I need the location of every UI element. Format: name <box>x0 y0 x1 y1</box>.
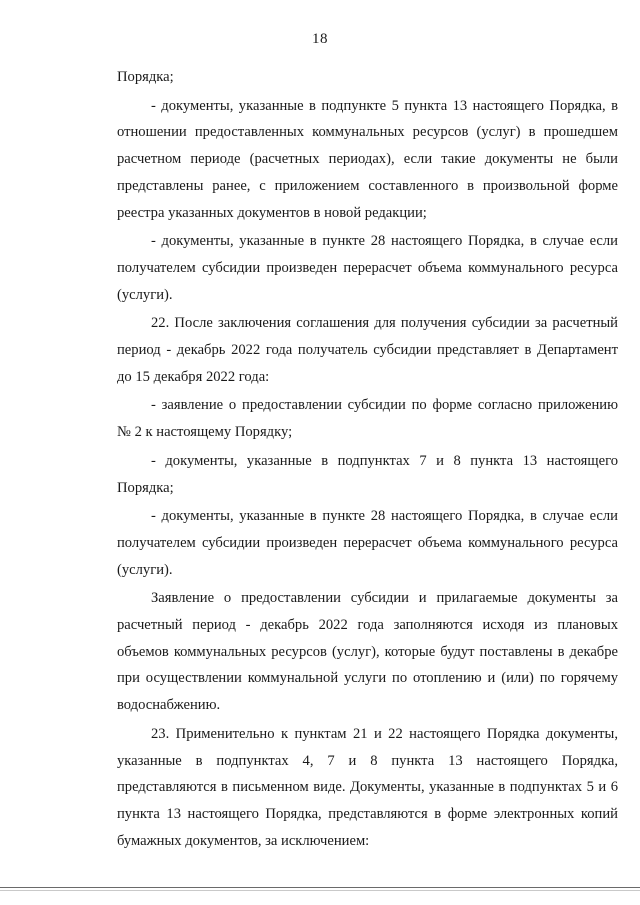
paragraph-list-item: - документы, указанные в пункте 28 настоящего Порядка, в случае если получателем субсидии произведен перерасчет объема коммунального ресурса (услуги). <box>117 233 618 303</box>
page-bottom-edge-shadow <box>0 890 640 891</box>
page-bottom-edge <box>0 887 640 888</box>
paragraph-list-item: - документы, указанные в пункте 28 настоящего Порядка, в случае если получателем субсидии произведен перерасчет объема коммунального ресурса (услуги). <box>117 508 618 578</box>
paragraph-list-item: - документы, указанные в подпункте 5 пункта 13 настоящего Порядка, в отношении предоставленных коммунальных ресурсов (услуг) в прошедшем расчетном периоде (расчетных периодах), если такие документы не были представлены ранее, с приложением составленного в произвольной форме реестра указанных документов в новой редакции; <box>117 97 618 221</box>
paragraph-clause-22: 22. После заключения соглашения для получения субсидии за расчетный период - декабрь 2022 года получатель субсидии представляет в Департамент до 15 декабря 2022 года: <box>117 315 618 385</box>
paragraph-list-item: - документы, указанные в подпунктах 7 и 8 пункта 13 настоящего Порядка; <box>117 452 618 496</box>
paragraph-statement: Заявление о предоставлении субсидии и прилагаемые документы за расчетный период - декабрь 2022 года заполняются исходя из плановых объемов коммунальных ресурсов (услуг), которые будут поставлены в декабре при осуществлении коммунальной услуги по отоплению и (или) по горячему водоснабжению. <box>117 590 618 714</box>
document-body <box>117 64 618 854</box>
paragraph-continuation: Порядка; <box>117 69 174 85</box>
paragraph-list-item: - заявление о предоставлении субсидии по форме согласно приложению № 2 к настоящему Порядку; <box>117 397 618 441</box>
page-number: 18 <box>312 31 328 47</box>
paragraph-clause-23: 23. Применительно к пунктам 21 и 22 настоящего Порядка документы, указанные в подпунктах 4, 7 и 8 пункта 13 настоящего Порядка, представляются в письменном виде. Документы, указанные в подпунктах 5 и 6 пункта 13 настоящего Порядка, представляются в форме электронных копий бумажных документов, за исключением: <box>117 725 618 849</box>
